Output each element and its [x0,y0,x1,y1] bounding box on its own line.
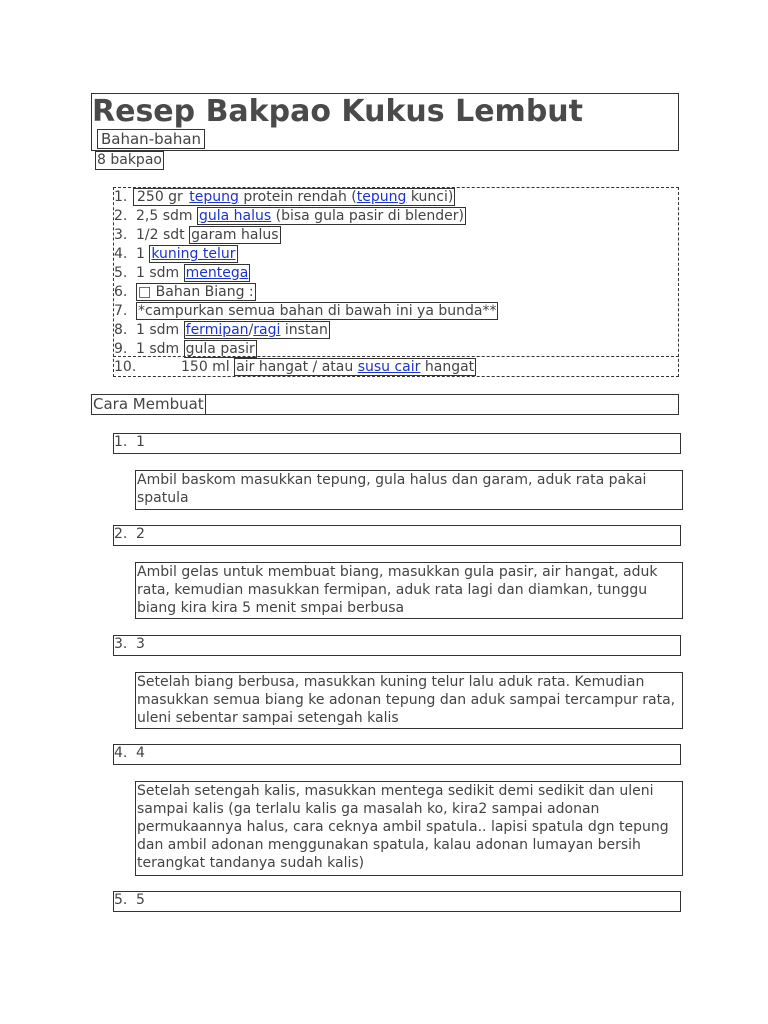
ingredient-text: fermipan/ragi instan [185,322,328,338]
link-mentega[interactable]: mentega [185,265,249,281]
link-tepung-kunci[interactable]: tepung [356,189,407,205]
ingredient-text [149,245,237,263]
link-fermipan[interactable]: fermipan [185,322,249,338]
ingredient-text [184,264,251,282]
ingredient-row: 5. 1 sdm mentega [114,265,249,281]
ingredient-row: 8. 1 sdm fermipan/ragi instan [114,322,328,338]
ingredient-list [113,187,679,377]
ingredient-row: 7. *campurkan semua bahan di bawah ini ya bunda** [114,303,497,319]
ingredient-text: gula halus (bisa gula pasir di blender) [198,208,464,224]
ingredient-row: 10. 150 ml air hangat / atau susu cair hangat [114,359,475,375]
step-header: 2. 2 [113,525,681,546]
link-ragi[interactable]: ragi [253,322,281,338]
step-header: 1. 1 [113,433,681,454]
ingredient-row: 4. 1 kuning telur [114,246,236,262]
ingredients-heading: Bahan-bahan [97,129,205,149]
step-text: Setelah biang berbusa, masukkan kuning telur lalu aduk rata. Kemudian masukkan semua biang ke adonan tepung dan aduk sampai tercampur rata, uleni sebentar sampai setengah kalis [135,672,683,729]
method-heading: Cara Membuat [93,395,204,413]
step-text: Ambil baskom masukkan tepung, gula halus dan garam, aduk rata pakai spatula [135,470,683,510]
step-text: Setelah setengah kalis, masukkan mentega sedikit demi sedikit dan uleni sampai kalis (ga terlalu kalis ga masalah ko, kira2 sampai adonan permukaannya halus, cara ceknya ambil spatula.. lapisi spatula dgn tepung dan ambil adonan menggunakan spatula, kalau adonan lumayan bersih terangkat tandanya sudah kalis) [135,781,683,876]
link-kuning-telur[interactable]: kuning telur [151,246,236,262]
ingredient-text: gula pasir [185,341,255,357]
ingredient-row: 6. □ Bahan Biang : [114,284,254,300]
step-header: 3. 3 [113,635,681,656]
ingredient-text: garam halus [191,227,279,243]
ingredient-row: 2. 2,5 sdm gula halus (bisa gula pasir di blender) [114,208,464,224]
method-heading-box [91,394,679,415]
ingredient-row: 9. 1 sdm gula pasir [114,341,255,357]
ingredient-row: 3. 1/2 sdt garam halus [114,227,279,243]
ingredient-row: 1. 250 gr tepung protein rendah (tepung kunci) [114,189,454,205]
link-tepung[interactable]: tepung [189,189,239,205]
link-gula-halus[interactable]: gula halus [198,208,272,224]
ingredient-text: *campurkan semua bahan di bawah ini ya bunda** [138,303,497,319]
ingredient-text: air hangat / atau susu cair hangat [236,359,475,375]
link-susu-cair[interactable]: susu cair [357,359,421,375]
step-header: 4. 4 [113,744,681,765]
ingredient-text: tepung protein rendah (tepung kunci) [133,188,455,206]
servings: 8 bakpao [97,152,162,168]
page-title: Resep Bakpao Kukus Lembut [92,94,583,129]
step-header: 5. 5 [113,891,681,912]
ingredient-text: □ Bahan Biang : [138,284,254,300]
step-text: Ambil gelas untuk membuat biang, masukkan gula pasir, air hangat, aduk rata, kemudian masukkan fermipan, aduk rata lagi dan diamkan, tunggu biang kira kira 5 menit smpai berbusa [135,562,683,619]
